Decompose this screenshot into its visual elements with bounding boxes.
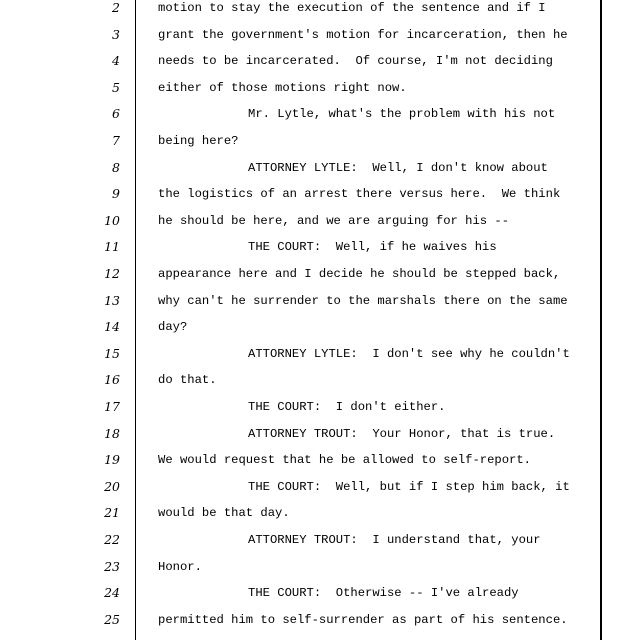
line-text: either of those motions right now. xyxy=(158,80,407,95)
line-text: why can't he surrender to the marshals there on the same xyxy=(158,293,568,308)
line-number: 3 xyxy=(112,26,120,42)
line-number: 21 xyxy=(104,505,120,521)
line-text: grant the government's motion for incarceration, then he xyxy=(158,27,568,42)
line-number: 18 xyxy=(104,425,120,441)
transcript-line xyxy=(0,293,640,320)
line-number: 11 xyxy=(104,239,120,255)
line-number: 10 xyxy=(104,212,120,228)
transcript-line xyxy=(0,106,640,133)
transcript-line xyxy=(0,426,640,453)
transcript-line xyxy=(0,53,640,80)
transcript-line xyxy=(0,80,640,107)
line-number: 4 xyxy=(112,53,120,69)
line-number: 12 xyxy=(104,266,120,281)
line-text: We would request that he be allowed to self-report. xyxy=(158,453,531,468)
line-number: 2 xyxy=(112,0,120,15)
line-number: 5 xyxy=(112,79,120,95)
line-text: Mr. Lytle, what's the problem with his not xyxy=(248,107,556,122)
line-text: he should be here, and we are arguing for his -- xyxy=(158,213,510,228)
line-number: 16 xyxy=(104,372,120,388)
transcript-line xyxy=(0,452,640,479)
transcript-line xyxy=(0,319,640,346)
transcript-line xyxy=(0,186,640,213)
line-text: THE COURT: Well, but if I step him back, it xyxy=(248,479,570,494)
line-text: Honor. xyxy=(158,559,202,574)
line-text: the logistics of an arrest there versus here. We think xyxy=(158,187,561,202)
line-number: 24 xyxy=(104,585,120,601)
line-number: 8 xyxy=(112,159,120,175)
line-number: 20 xyxy=(104,478,120,494)
line-text: day? xyxy=(158,320,188,335)
transcript-line xyxy=(0,160,640,187)
line-text: do that. xyxy=(158,373,217,388)
transcript-line xyxy=(0,0,640,27)
line-number: 22 xyxy=(104,532,120,547)
line-number: 23 xyxy=(104,558,120,574)
transcript-line xyxy=(0,559,640,586)
line-number: 6 xyxy=(112,106,120,122)
line-text: being here? xyxy=(158,134,239,148)
line-number: 19 xyxy=(104,452,120,468)
line-text: ATTORNEY TROUT: Your Honor, that is true. xyxy=(248,426,556,441)
transcript-line xyxy=(0,399,640,426)
transcript-line xyxy=(0,585,640,612)
transcript-line xyxy=(0,266,640,293)
transcript-line xyxy=(0,505,640,532)
line-text: ATTORNEY LYTLE: I don't see why he couldn't xyxy=(248,346,570,361)
line-text: appearance here and I decide he should be stepped back, xyxy=(158,267,561,281)
line-number: 14 xyxy=(104,319,120,335)
line-number: 9 xyxy=(112,186,120,202)
line-text: THE COURT: Well, if he waives his xyxy=(248,240,497,255)
transcript-line xyxy=(0,133,640,160)
line-text: THE COURT: I don't either. xyxy=(248,400,446,414)
transcript-line xyxy=(0,372,640,399)
line-number: 15 xyxy=(104,345,120,361)
line-text: motion to stay the execution of the sentence and if I xyxy=(158,1,546,15)
line-number: 13 xyxy=(104,292,120,308)
transcript-line xyxy=(0,532,640,559)
transcript-line xyxy=(0,479,640,506)
transcript-line xyxy=(0,612,640,639)
transcript-line xyxy=(0,239,640,266)
line-number: 7 xyxy=(112,133,120,148)
line-text: ATTORNEY LYTLE: Well, I don't know about xyxy=(248,160,548,175)
line-number: 25 xyxy=(104,611,120,627)
line-text: THE COURT: Otherwise -- I've already xyxy=(248,586,519,601)
transcript-line xyxy=(0,27,640,54)
line-text: would be that day. xyxy=(158,506,290,521)
transcript-line xyxy=(0,346,640,373)
line-number: 17 xyxy=(104,399,120,414)
line-text: permitted him to self-surrender as part of his sentence. xyxy=(158,612,568,627)
line-text: ATTORNEY TROUT: I understand that, your xyxy=(248,533,541,547)
line-text: needs to be incarcerated. Of course, I'm not deciding xyxy=(158,54,553,69)
transcript-line xyxy=(0,213,640,240)
